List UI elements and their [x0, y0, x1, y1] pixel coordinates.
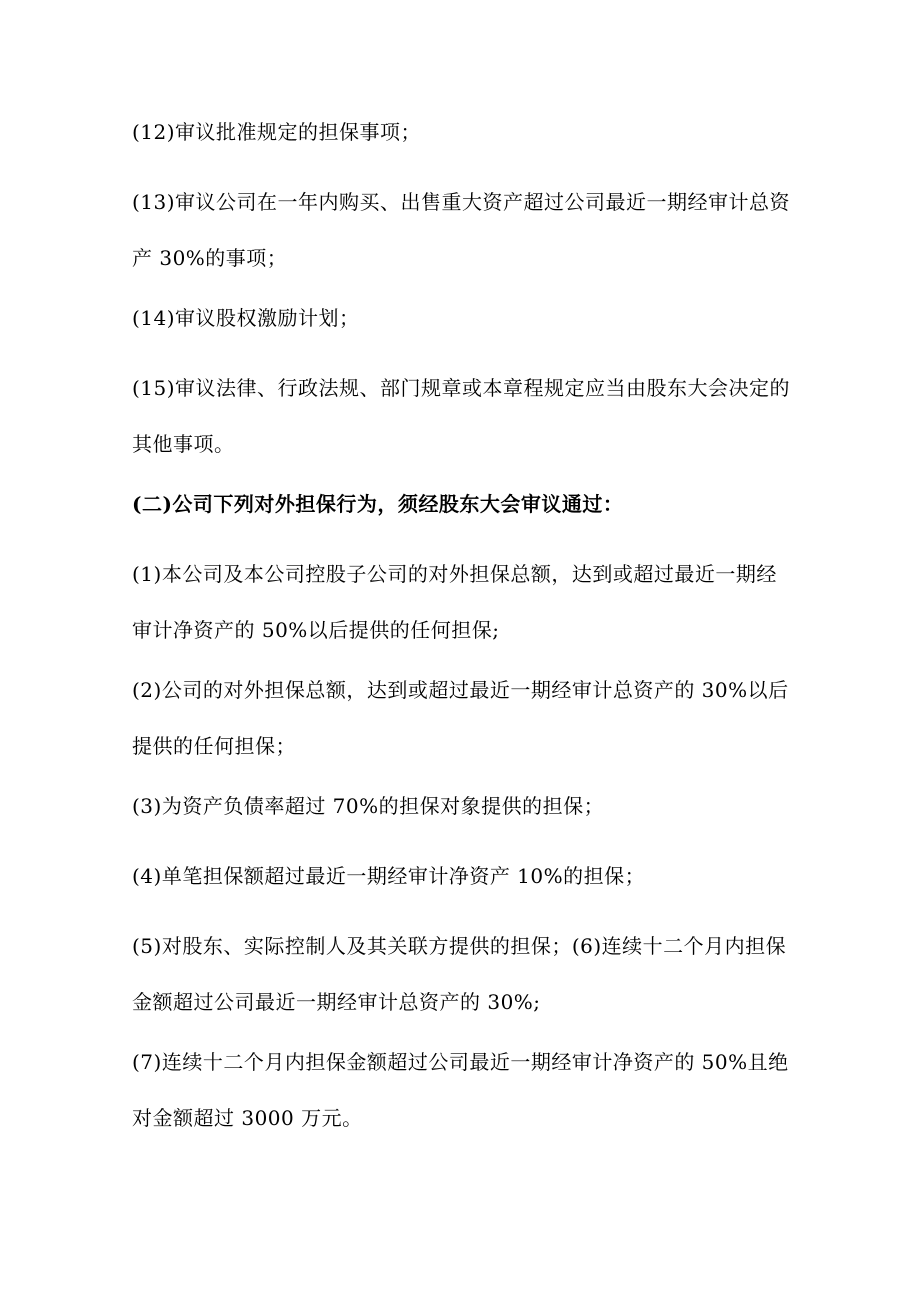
paragraph-item-15: (15)审议法律、行政法规、部门规章或本章程规定应当由股东大会决定的其他事项。: [132, 376, 791, 456]
section-heading-2: (二)公司下列对外担保行为，须经股东大会审议通过：: [132, 492, 624, 516]
guarantee-item-2: (2)公司的对外担保总额，达到或超过最近一期经审计总资产的 30%以后提供的任何担保；: [132, 678, 789, 758]
paragraph-item-14: (14)审议股权激励计划；: [132, 306, 360, 330]
paragraph-item-12: (12)审议批准规定的担保事项；: [132, 120, 422, 144]
guarantee-item-1: (1)本公司及本公司控股子公司的对外担保总额，达到或超过最近一期经审计净资产的 50%以后提供的任何担保;: [132, 562, 777, 642]
paragraph-item-13: (13)审议公司在一年内购买、出售重大资产超过公司最近一期经审计总资产 30%的事项；: [132, 190, 791, 270]
guarantee-item-7: (7)连续十二个月内担保金额超过公司最近一期经审计净资产的 50%且绝对金额超过 3000 万元。: [132, 1050, 789, 1130]
guarantee-item-3: (3)为资产负债率超过 70%的担保对象提供的担保；: [132, 794, 605, 818]
guarantee-item-4: (4)单笔担保额超过最近一期经审计净资产 10%的担保；: [132, 864, 646, 888]
guarantee-item-5-6: (5)对股东、实际控制人及其关联方提供的担保；(6)连续十二个月内担保金额超过公司最近一期经审计总资产的 30%;: [132, 934, 787, 1014]
